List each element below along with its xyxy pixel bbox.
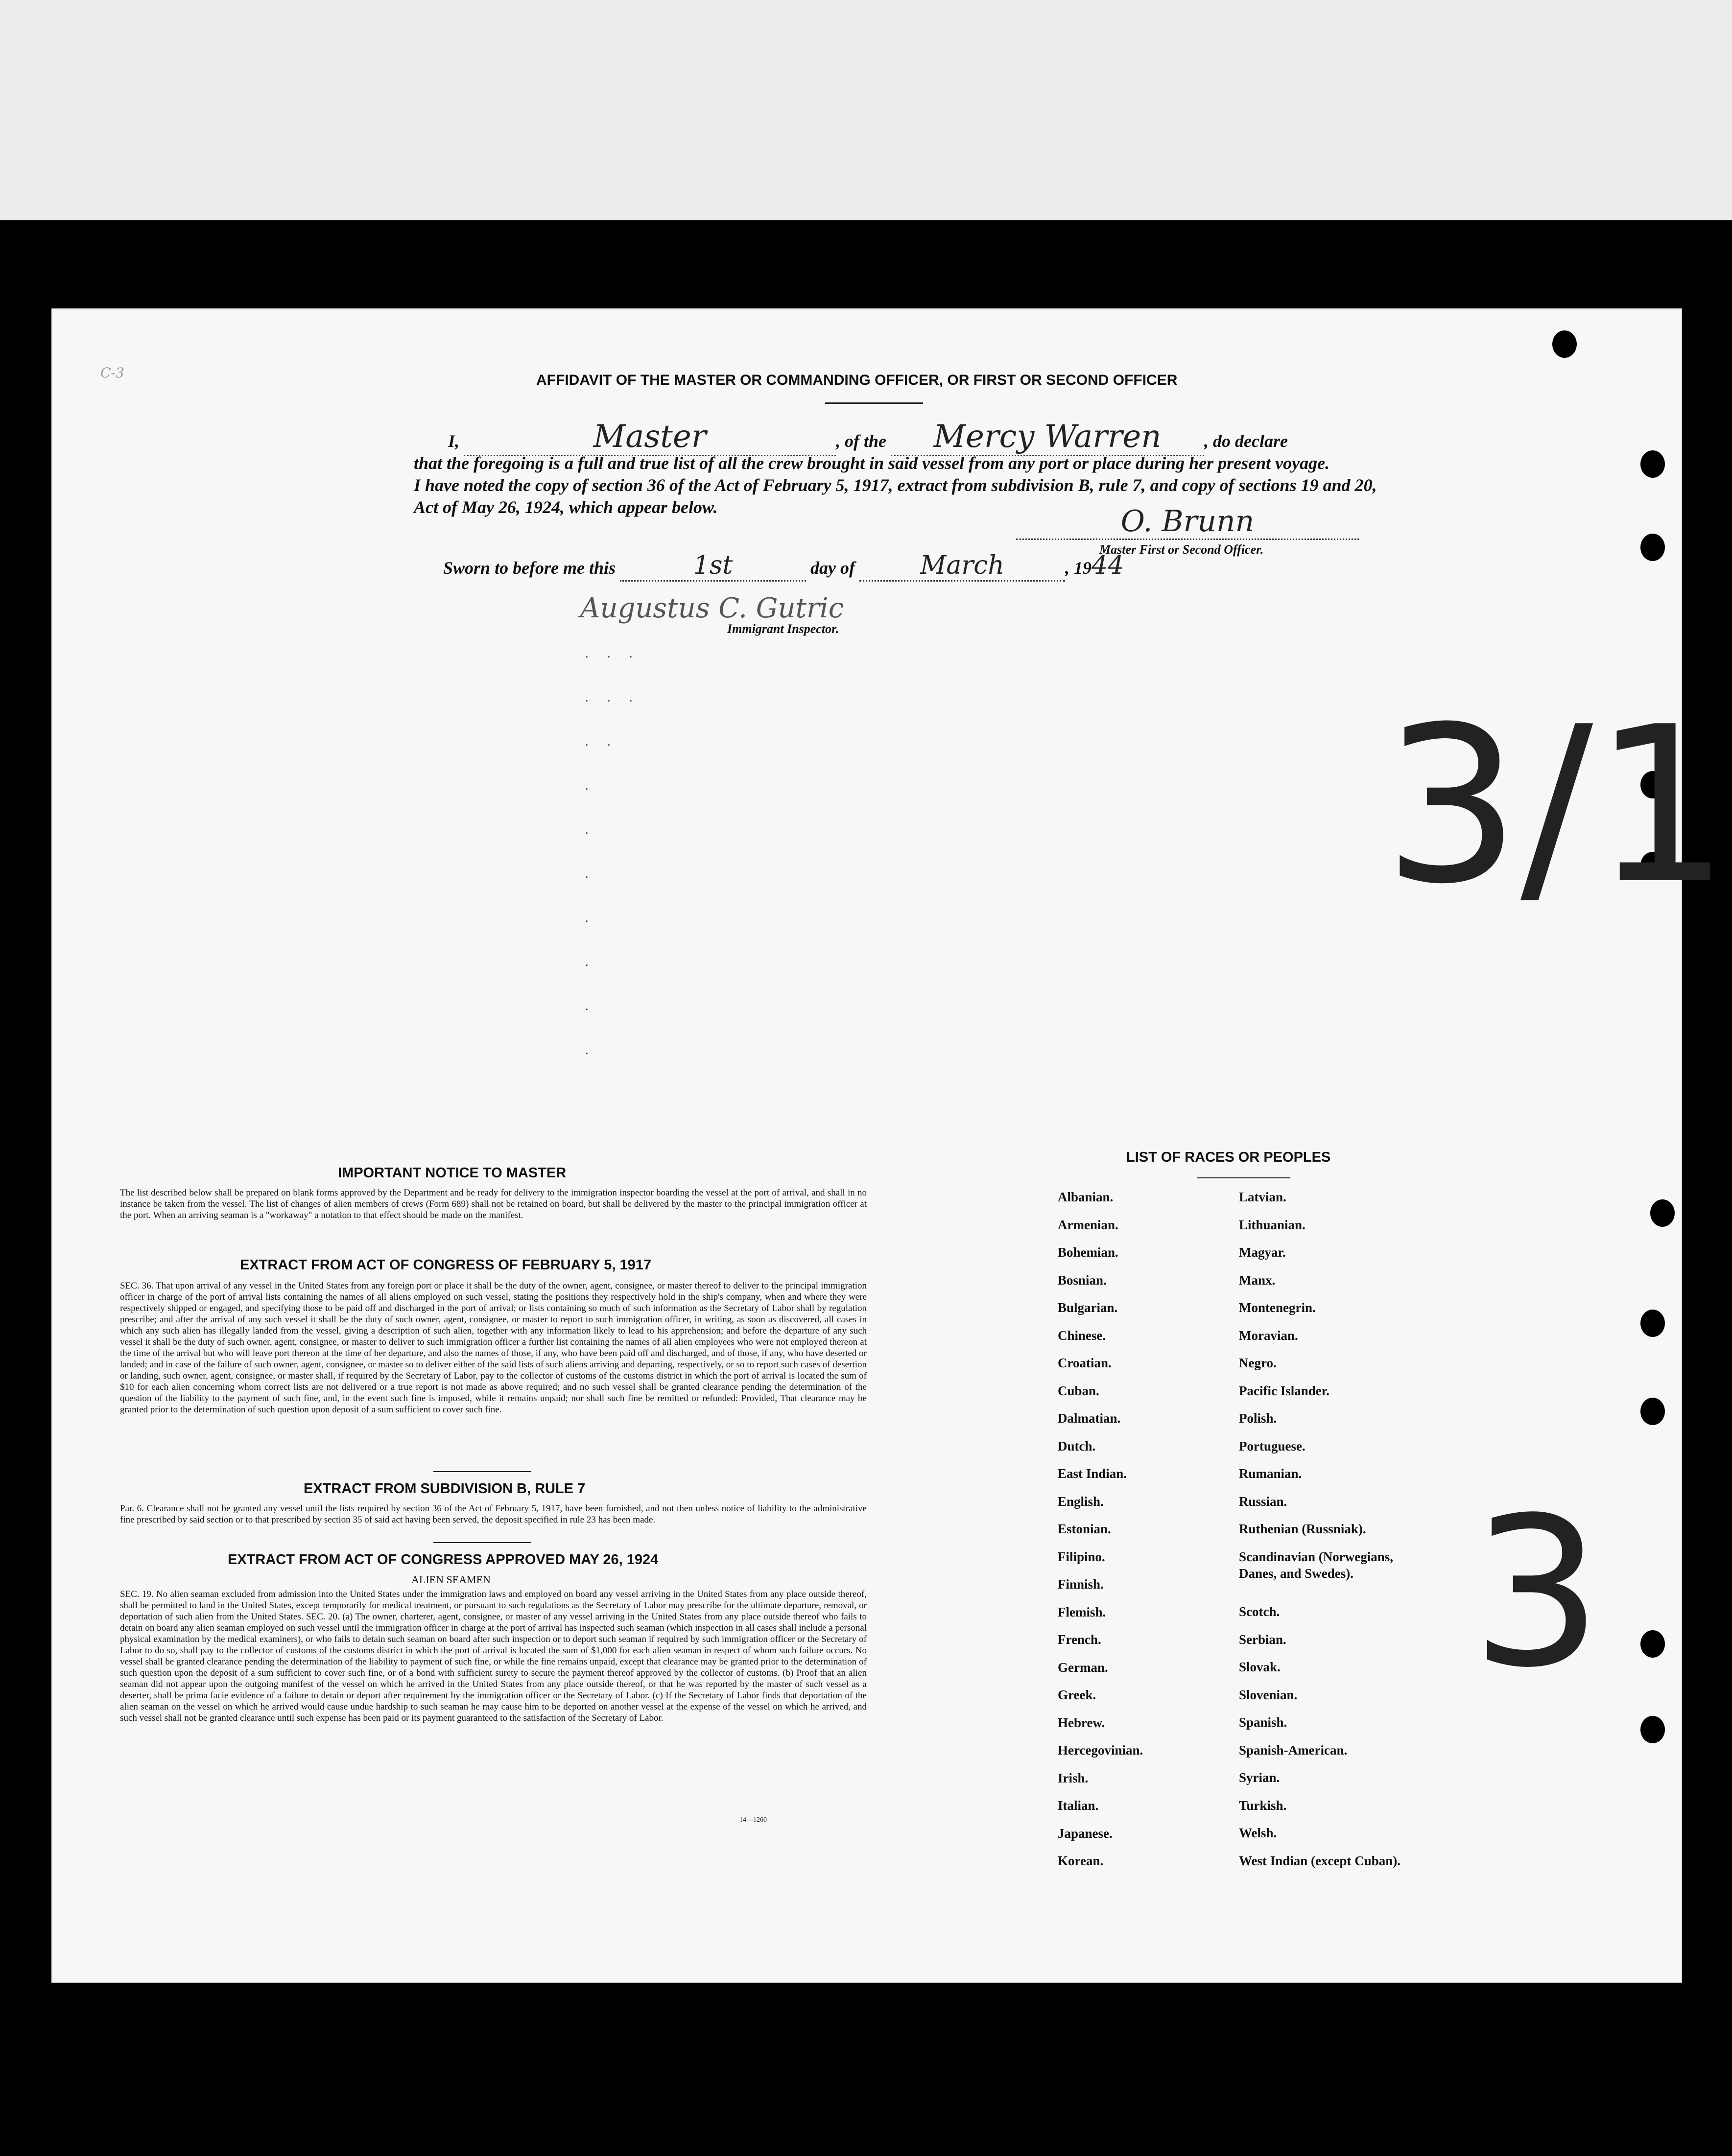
binder-hole [1552,330,1577,358]
sworn-day-field: 1st [620,551,806,582]
binder-hole [1650,1199,1675,1227]
race-item: Korean. [1058,1853,1104,1868]
margin-mark: C-3 [100,365,124,381]
race-item: Scotch. [1239,1604,1280,1619]
binder-hole [1640,1310,1665,1337]
race-item: Syrian. [1239,1770,1280,1785]
race-item: Manx. [1239,1273,1276,1288]
master-signature-caption: Master First or Second Officer. [1099,542,1264,557]
i-prefix: I, [448,431,460,451]
dot-leader: . . . [585,646,641,660]
form-page [51,308,1731,1983]
race-item: Dutch. [1058,1439,1096,1453]
dot-leader: . [585,955,596,969]
master-signature: O. Brunn [1016,504,1359,540]
race-item: Rumanian. [1239,1466,1302,1481]
sworn-year-field: 44 [1091,551,1124,580]
race-item: Portuguese. [1239,1439,1305,1453]
race-item: Chinese. [1058,1328,1106,1343]
extract-1924-subtitle: ALIEN SEAMEN [411,1573,491,1586]
race-item: Croatian. [1058,1356,1112,1370]
races-title: LIST OF RACES OR PEOPLES [1126,1149,1331,1165]
sworn-line [443,551,1124,582]
race-item: Pacific Islander. [1239,1383,1329,1398]
do-declare-label: , do declare [1204,431,1288,451]
affidavit-line-4: Act of May 26, 1924, which appear below. [414,497,718,517]
binder-hole [1640,1716,1665,1743]
race-item: Negro. [1239,1356,1277,1370]
extract-1917-title: EXTRACT FROM ACT OF CONGRESS OF FEBRUARY 5, 1917 [240,1257,652,1273]
rank-field: Master [464,419,836,456]
race-item: Latvian. [1239,1190,1286,1204]
race-item: Hercegovinian. [1058,1743,1143,1758]
race-item: Greek. [1058,1687,1096,1702]
dot-leader: . [585,911,596,925]
race-item: Welsh. [1239,1826,1277,1840]
race-item: Slovak. [1239,1660,1281,1674]
binder-hole [1640,450,1665,478]
race-item: Turkish. [1239,1798,1287,1813]
race-item: Slovenian. [1239,1687,1298,1702]
race-item: Danes, and Swedes). [1239,1566,1354,1581]
vessel-name-field: Mercy Warren [891,419,1204,456]
race-item: Armenian. [1058,1218,1118,1232]
race-item: Scandinavian (Norwegians, [1239,1549,1394,1564]
race-item: Serbian. [1239,1632,1286,1647]
extract-1917-text: SEC. 36. That upon arrival of any vessel in the United States from any foreign port or place it shall be the duty of the owner, agent, consignee, or master thereof to deliver to the principal immigration officer in charge of the port of arrival lists containing the names of all aliens employed on such vessel, stating the positions they respectively hold in the ship's company, when and where they were respectively shipped or engaged, and specifying those to be paid off and discharged in the port of arrival; or lists containing so much of such information as the Secretary of Labor shall by regulation prescribe; and after the arrival of any such vessel it shall be the duty of such owner, agent, consignee, or master to report to such immigration officer, in writing, as soon as discovered, all cases in which any such alien has illegally landed from the vessel, giving a description of such alien, together with any information likely to lead to his apprehension; and before the departure of any such vessel it shall be the duty of such owner, agent, consignee, or master to deliver to such immigration officer a further list containing the names of all alien employees who were not employed thereon at the time of the arrival but who will leave port thereon at the time of her departure, and also the names of those, if any, who have been paid off and discharged, and of those, if any, who have deserted or landed; and in case of the failure of such owner, agent, consignee, or master so to deliver either of the said lists of such aliens arriving and departing, respectively, or so to report such cases of desertion or landing, such owner, agent, consignee, or master shall, if required by the Secretary of Labor, pay to the collector of customs of the customs district in which the port of arrival is located the sum of $10 for each alien concerning whom correct lists are not delivered or a true report is not made as above required; and no such vessel shall be granted clearance pending the determination of the question of the liability to the payment of such fine, and, in the event such fine is imposed, while it remains unpaid; nor shall such fine be remitted or refunded: Provided, That clearance may be granted prior to the determination of such question upon deposit of a sum sufficient to cover such fine. [120,1281,867,1415]
race-item: Magyar. [1239,1245,1286,1260]
extract-rule7-title: EXTRACT FROM SUBDIVISION B, RULE 7 [304,1481,586,1497]
year-prefix: , 19 [1065,558,1092,578]
race-item: Japanese. [1058,1826,1113,1841]
race-item: Bosnian. [1058,1273,1107,1288]
binder-hole [1640,1630,1665,1658]
race-item: Albanian. [1058,1190,1114,1204]
races-divider [1197,1177,1290,1178]
race-item: Spanish-American. [1239,1743,1348,1758]
race-item: Flemish. [1058,1605,1106,1619]
dot-leader: . [585,1043,596,1057]
race-item: Lithuanian. [1239,1218,1305,1232]
scanner-background-top [0,0,1732,220]
race-item: German. [1058,1660,1108,1675]
race-item: Montenegrin. [1239,1300,1316,1315]
race-item: Dalmatian. [1058,1411,1121,1426]
race-item: Ruthenian (Russniak). [1239,1522,1366,1536]
race-item: English. [1058,1494,1104,1509]
affidavit-line-1 [448,419,1288,456]
handwritten-page-number: 3 [1471,1474,1603,1713]
race-item: Estonian. [1058,1522,1111,1536]
race-item: Italian. [1058,1798,1099,1813]
inspector-caption: Immigrant Inspector. [727,622,839,636]
form-number: 14—1260 [739,1816,767,1824]
notice-title: IMPORTANT NOTICE TO MASTER [338,1165,567,1181]
race-item: Spanish. [1239,1715,1287,1730]
dot-leader: . [585,867,596,881]
race-item: French. [1058,1632,1101,1647]
race-item: Cuban. [1058,1383,1099,1398]
day-of-label: day of [810,558,855,578]
race-item: Polish. [1239,1411,1277,1426]
affidavit-line-3: I have noted the copy of section 36 of the Act of February 5, 1917, extract from subdivision B, rule 7, and copy of sections 19 and 20, [414,475,1377,495]
race-item: Moravian. [1239,1328,1298,1343]
inspector-signature: Augustus C. Gutric [580,592,844,624]
dot-leader: . [585,999,596,1013]
race-item: Bulgarian. [1058,1300,1118,1315]
dot-leader: . [585,778,596,793]
race-item: West Indian (except Cuban). [1239,1853,1401,1868]
sworn-prefix: Sworn to before me this [443,558,616,578]
affidavit-line-2: that the foregoing is a full and true list of all the crew brought in said vessel from any port or place during her present voyage. [414,453,1330,473]
handwritten-fraction: 3/1 [1383,680,1731,931]
sworn-month-field: March [859,551,1065,582]
race-item: Bohemian. [1058,1245,1118,1260]
race-item: Filipino. [1058,1549,1105,1564]
race-item: East Indian. [1058,1466,1127,1481]
dot-leader: . . . [585,690,641,704]
race-item: Hebrew. [1058,1715,1105,1730]
dot-leader: . . [585,734,618,749]
extract-rule7-text: Par. 6. Clearance shall not be granted any vessel until the lists required by section 36 of the Act of February 5, 1917, have been furnished, and not then unless notice of liability to the administrative fine prescribed by said section or to that prescribed by section 35 of said act having been served, the deposit specified in rule 23 has been made. [120,1503,867,1525]
extract-1924-text: SEC. 19. No alien seaman excluded from admission into the United States under the immigration laws and employed on board any vessel arriving in the United States from any place outside thereof, shall be permitted to land in the United States, except temporarily for medical treatment, or pursuant to such regulations as the Secretary of Labor may prescribe for the ultimate departure, removal, or deportation of such alien from the United States. SEC. 20. (a) The owner, charterer, agent, consignee, or master of any vessel arriving in the United States from any place outside thereof who fails to detain on board any alien seaman employed on such vessel until the immigration officer in charge at the port of arrival has inspected such seaman (which inspection in all cases shall include a personal physical examination by the medical examiners), or who fails to detain such seaman on board after such inspection or to deport such seaman if required by such immigration officer or the Secretary of Labor to do so, shall pay to the collector of customs of the customs district in which the port of arrival is located the sum of $1,000 for each alien seaman in respect of whom such failure occurs. No vessel shall be granted clearance pending the determination of the liability to payment of such fine, or while the fine remains unpaid, except that clearance may be granted prior to the determination of such question upon the deposit of a sum sufficient to cover such fine, or of a bond with sufficient surety to secure the payment thereof approved by the collector of customs. (b) Proof that an alien seaman did not appear upon the outgoing manifest of the vessel on which he arrived in the United States from any place outside thereof, or that he was reported by the master of such vessel as a deserter, shall be prima facie evidence of a failure to detain or deport after requirement by the immigration officer or the Secretary of Labor. (c) If the Secretary of Labor finds that deportation of the alien seaman on the vessel on which he arrived would cause undue hardship to such seaman he may cause him to be deported on another vessel at the expense of the vessel on which he arrived, and such vessel shall not be granted clearance until such expense has been paid or its payment guaranteed to the satisfaction of the Secretary of Labor. [120,1589,867,1723]
race-item: Finnish. [1058,1577,1104,1592]
extract-1924-title: EXTRACT FROM ACT OF CONGRESS APPROVED MAY 26, 1924 [228,1552,659,1568]
of-the-label: , of the [836,431,887,451]
dot-leader: . [585,822,596,837]
section-divider [433,1542,531,1543]
affidavit-title: AFFIDAVIT OF THE MASTER OR COMMANDING OFFICER, OR FIRST OR SECOND OFFICER [536,372,1178,388]
binder-hole [1640,1398,1665,1425]
section-divider [433,1471,531,1472]
race-item: Russian. [1239,1494,1287,1509]
binder-hole [1640,534,1665,561]
race-item: Irish. [1058,1771,1089,1785]
notice-text: The list described below shall be prepared on blank forms approved by the Department and be ready for delivery to the immigration inspector boarding the vessel at the port of arrival, and shall in no instance be taken from the vessel. The list of changes of alien members of crews (Form 689) shall not be retained on board, but shall be delivered by the master to the principal immigration officer at the port. When an arriving seaman is a "workaway" a notation to that effect should be made on the manifest. [120,1188,867,1220]
title-divider [825,402,923,404]
